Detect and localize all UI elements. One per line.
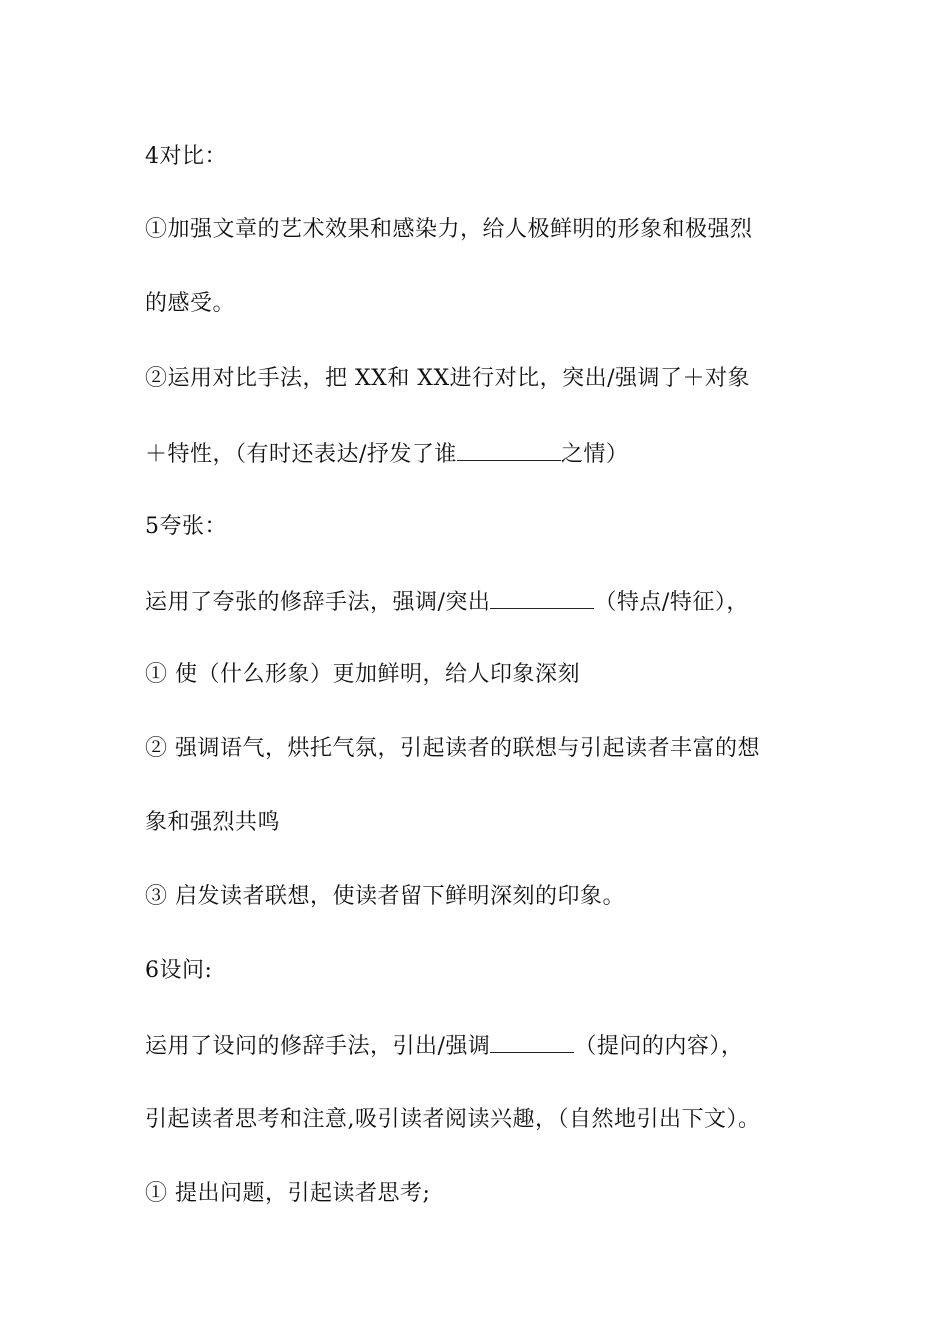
line-text-before: 运用了夸张的修辞手法，强调/突出 <box>145 590 491 615</box>
paragraph-line-with-blank <box>145 586 749 618</box>
paragraph-line: 的感受。 <box>145 291 236 316</box>
paragraph-line: ②运用对比手法，把 XX和 XX进行对比，突出/强调了＋对象 <box>145 366 751 391</box>
heading-rhetorical-question: 6设问: <box>145 958 213 983</box>
paragraph-line: 象和强烈共鸣 <box>145 810 281 835</box>
paragraph-line: ③ 启发读者联想，使读者留下鲜明深刻的印象。 <box>145 884 625 909</box>
line-text-after: 之情） <box>560 442 629 467</box>
fill-in-blank <box>490 1030 574 1053</box>
paragraph-line: ② 强调语气，烘托气氛，引起读者的联想与引起读者丰富的想 <box>145 736 760 761</box>
line-text-before: 运用了设问的修辞手法，引出/强调 <box>145 1034 491 1059</box>
paragraph-line: ① 使（什么形象）更加鲜明，给人印象深刻 <box>145 662 580 687</box>
paragraph-line-with-blank <box>145 1030 743 1062</box>
paragraph-line: 引起读者思考和注意,吸引读者阅读兴趣，（自然地引出下文）。 <box>145 1107 761 1132</box>
heading-exaggeration: 5夸张： <box>145 514 227 539</box>
paragraph-line-with-blank <box>145 438 628 470</box>
heading-contrast: 4对比： <box>145 144 227 169</box>
line-text-after: （提问的内容）， <box>574 1034 744 1059</box>
line-text-after: （特点/特征）， <box>594 590 749 615</box>
line-text-before: ＋特性，（有时还表达/抒发了谁 <box>145 442 457 467</box>
paragraph-line: ①加强文章的艺术效果和感染力，给人极鲜明的形象和极强烈 <box>145 217 753 242</box>
paragraph-line: ① 提出问题，引起读者思考; <box>145 1181 431 1206</box>
fill-in-blank <box>490 586 594 609</box>
fill-in-blank <box>457 438 561 461</box>
